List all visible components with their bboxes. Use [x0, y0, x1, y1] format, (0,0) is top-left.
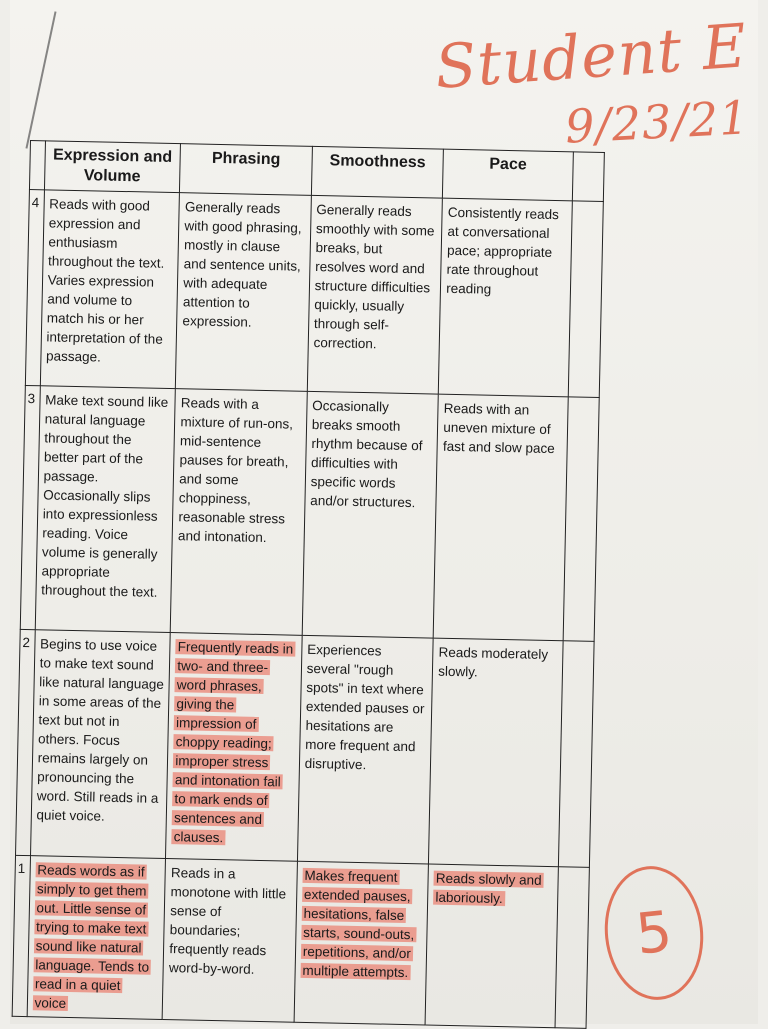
- cell-phrasing-highlighted: [166, 633, 302, 862]
- row-score: 1: [12, 855, 30, 1016]
- cell-pace: Consistently reads at conversational pace; appropriate rate throughout reading: [439, 198, 572, 397]
- cell-blank: [555, 867, 590, 1029]
- table-row: [12, 855, 589, 1028]
- row-score: 3: [20, 385, 40, 629]
- highlight-mark: Frequently reads in two- and three-word phrases, giving the impression of choppy reading; improper stress and intonation fail to mark ends of sentences and clauses.: [173, 639, 294, 846]
- cell-smoothness: Generally reads smoothly with some breaks, but resolves word and structure difficulties quickly, usually through self-correction.: [307, 195, 443, 394]
- pen-mark: [25, 11, 56, 148]
- cell-phrasing: Generally reads with good phrasing, mostly in clause and sentence units, with adequate attention to expression.: [176, 193, 312, 392]
- table-row: [20, 385, 599, 641]
- cell-smoothness: Experiences several "rough spots" in text where extended pauses or hesitations are more frequent and disruptive.: [297, 635, 433, 864]
- cell-phrasing: Reads with a mixture of run-ons, mid-sentence pauses for breath, and some choppiness, reasonable stress and intonation.: [170, 389, 307, 636]
- cell-pace: Reads with an uneven mixture of fast and slow pace: [433, 394, 567, 641]
- header-pace: Pace: [443, 149, 573, 201]
- highlight-mark: Makes frequent extended pauses, hesitations, false starts, sound-outs, repetitions, and/or multiple attempts.: [302, 867, 415, 981]
- header-expression: Expression and Volume: [44, 141, 181, 193]
- handwritten-score: 5: [632, 898, 676, 968]
- header-blank: [572, 152, 604, 202]
- cell-smoothness: Occasionally breaks smooth rhythm because of difficulties with specific words and/or structures.: [302, 391, 439, 638]
- cell-expression: Reads with good expression and enthusiasm throughout the text. Varies expression and volume to match his or her interpretation of the passage.: [40, 190, 180, 389]
- cell-phrasing: Reads in a monotone with little sense of boundaries; frequently reads word-by-word.: [162, 859, 297, 1023]
- highlight-mark: Reads slowly and laboriously.: [435, 870, 542, 907]
- fluency-rubric-table: [12, 140, 605, 1029]
- cell-blank: [558, 641, 594, 868]
- header-phrasing: Phrasing: [180, 144, 312, 196]
- highlight-mark: Reads words as if simply to get them out. Little sense of trying to make text sound like natural language. Tends to read in a quiet voice: [34, 862, 150, 1011]
- header-score: [29, 141, 45, 190]
- cell-pace: Reads moderately slowly.: [429, 638, 563, 867]
- header-smoothness: Smoothness: [311, 146, 443, 198]
- worksheet-paper: [10, 0, 758, 1024]
- row-score: 2: [16, 629, 35, 855]
- table-row: [25, 189, 603, 397]
- cell-smoothness-highlighted: [294, 861, 429, 1025]
- row-score: 4: [25, 189, 44, 385]
- handwritten-student-name: Student E: [432, 11, 750, 103]
- cell-expression: Begins to use voice to make text sound like natural language in some areas of the text but not in others. Focus remains largely on pronouncing the word. Still reads in a quiet voice.: [30, 630, 170, 859]
- table-row: [16, 629, 595, 867]
- handwritten-date: 9/23/21: [563, 90, 751, 154]
- cell-blank: [568, 201, 603, 398]
- cell-expression: Make text sound like natural language throughout the better part of the passage. Occasionally slips into expressionless reading. Voice volume is generally appropriate throughout the text.: [35, 386, 176, 633]
- circled-score: [598, 861, 709, 1005]
- cell-pace-highlighted: [425, 864, 558, 1028]
- cell-blank: [563, 397, 599, 642]
- cell-expression-highlighted: [27, 856, 166, 1020]
